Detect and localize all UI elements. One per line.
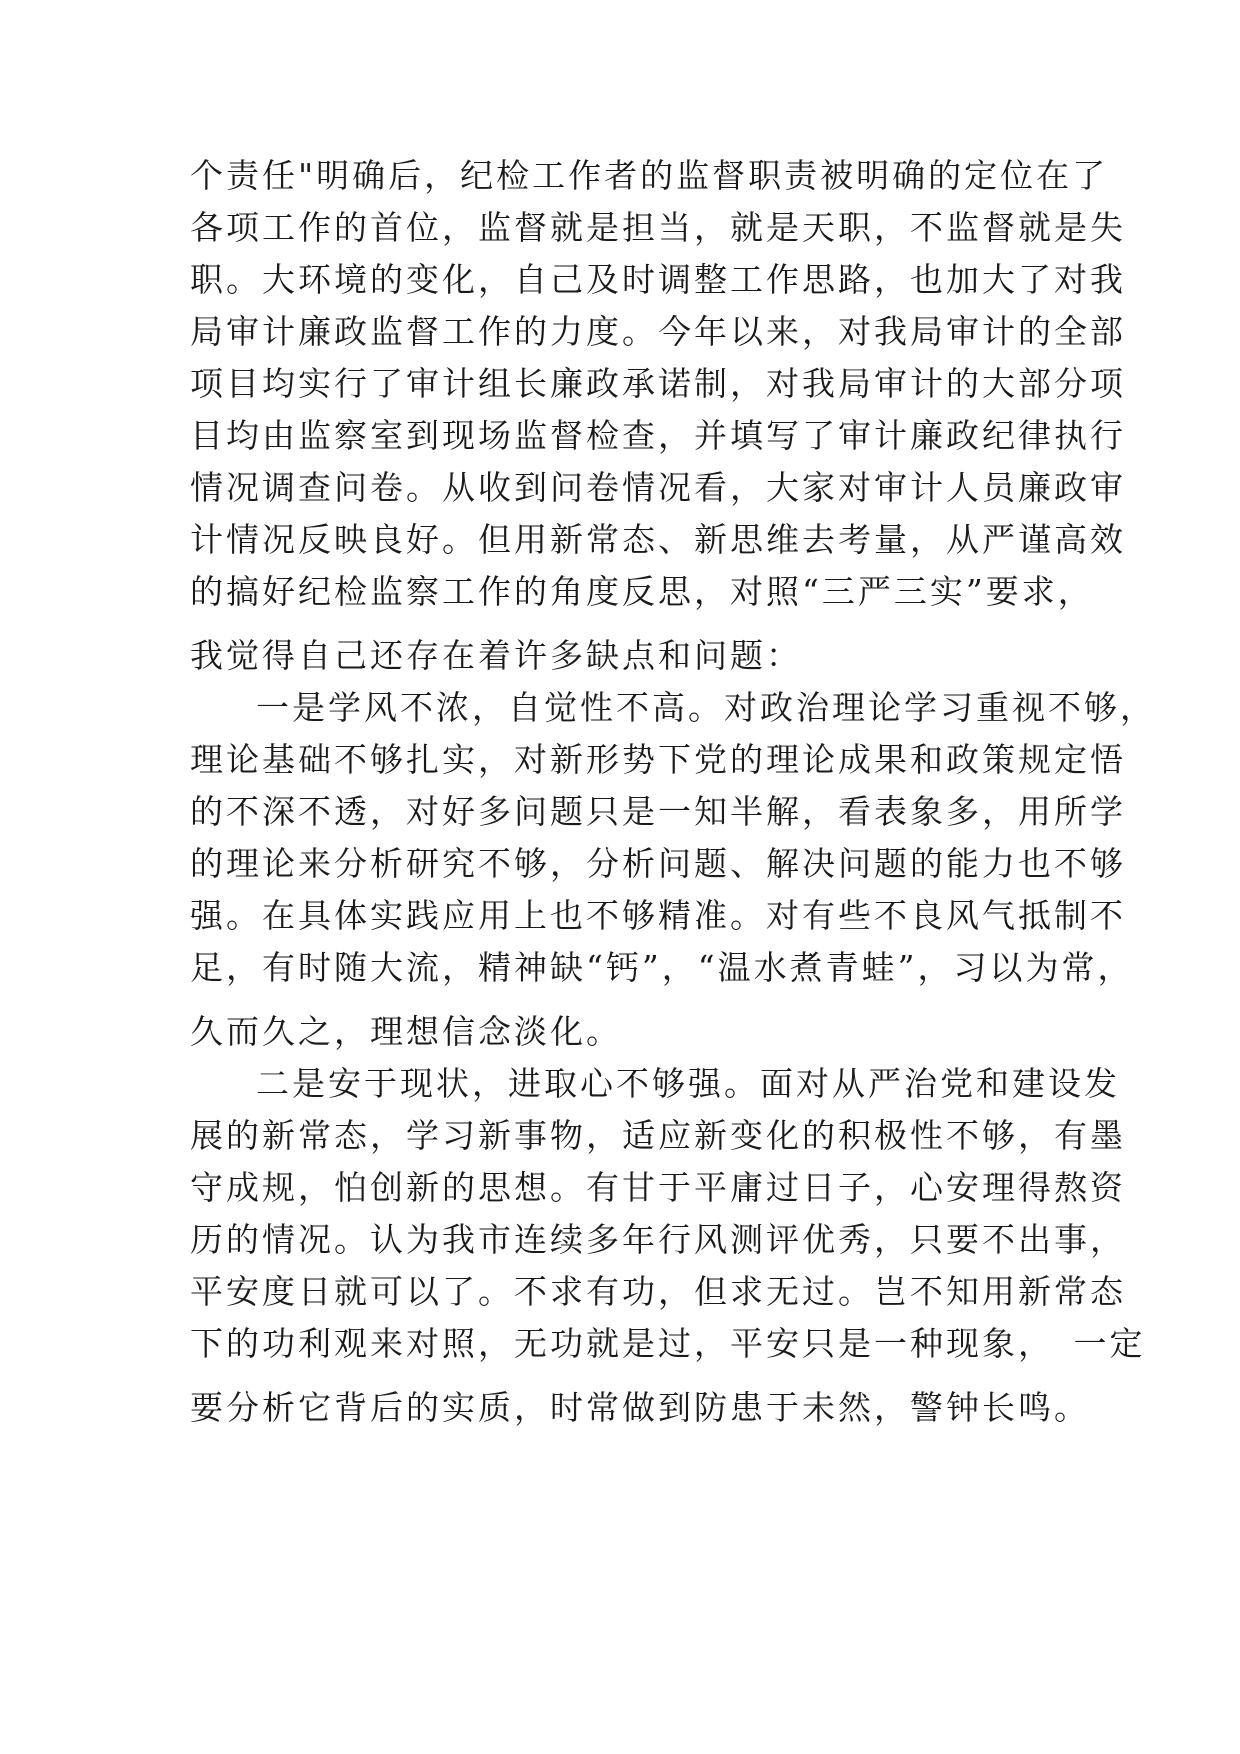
- paragraph-2-line-3: 的不深不透，对好多问题只是一知半解，看表象多，用所学: [190, 792, 1126, 831]
- paragraph-1-line-10: 我觉得自己还存在着许多缺点和问题：: [190, 636, 802, 675]
- paragraph-1-line-8: 计情况反映良好。但用新常态、新思维去考量，从严谨高效: [190, 520, 1126, 559]
- paragraph-3-line-3: 守成规，怕创新的思想。有甘于平庸过日子，心安理得熬资: [190, 1168, 1126, 1207]
- paragraph-3-line-2: 展的新常态，学习新事物，适应新变化的积极性不够，有墨: [190, 1116, 1126, 1155]
- paragraph-1-line-3: 职。大环境的变化，自己及时调整工作思路，也加大了对我: [190, 260, 1126, 299]
- paragraph-3-line-1: 二是安于现状，进取心不够强。面对从严治党和建设发: [256, 1064, 1120, 1103]
- paragraph-2-line-5: 强。在具体实践应用上也不够精准。对有些不良风气抵制不: [190, 896, 1126, 935]
- paragraph-3-line-5: 平安度日就可以了。不求有功，但求无过。岂不知用新常态: [190, 1272, 1126, 1311]
- paragraph-1-line-1: 个责任"明确后，纪检工作者的监督职责被明确的定位在了: [190, 156, 1109, 195]
- paragraph-1-line-9: 的搞好纪检监察工作的角度反思，对照“三严三实”要求，: [190, 572, 1094, 611]
- paragraph-2-line-4: 的理论来分析研究不够，分析问题、解决问题的能力也不够: [190, 844, 1126, 883]
- paragraph-3-line-4: 历的情况。认为我市连续多年行风测评优秀，只要不出事，: [190, 1220, 1126, 1259]
- paragraph-1-line-5: 项目均实行了审计组长廉政承诺制，对我局审计的大部分项: [190, 364, 1126, 403]
- paragraph-2-line-6: 足，有时随大流，精神缺“钙”，“温水煮青蛙”，习以为常，: [190, 948, 1134, 987]
- paragraph-3-line-6: 下的功利观来对照，无功就是过，平安只是一种现象， 一定: [190, 1324, 1146, 1363]
- paragraph-2-line-1: 一是学风不浓，自觉性不高。对政治理论学习重视不够，: [256, 688, 1156, 727]
- paragraph-1-line-2: 各项工作的首位，监督就是担当，就是天职，不监督就是失: [190, 208, 1126, 247]
- paragraph-1-line-7: 情况调查问卷。从收到问卷情况看，大家对审计人员廉政审: [190, 468, 1126, 507]
- paragraph-3-line-7: 要分析它背后的实质，时常做到防患于未然，警钟长鸣。: [190, 1388, 1090, 1427]
- paragraph-2-line-2: 理论基础不够扎实，对新形势下党的理论成果和政策规定悟: [190, 740, 1126, 779]
- document-body: [190, 150, 1156, 1434]
- paragraph-2-line-7: 久而久之，理想信念淡化。: [190, 1012, 622, 1051]
- paragraph-1-line-4: 局审计廉政监督工作的力度。今年以来，对我局审计的全部: [190, 312, 1126, 351]
- paragraph-1-line-6: 目均由监察室到现场监督检查，并填写了审计廉政纪律执行: [190, 416, 1126, 455]
